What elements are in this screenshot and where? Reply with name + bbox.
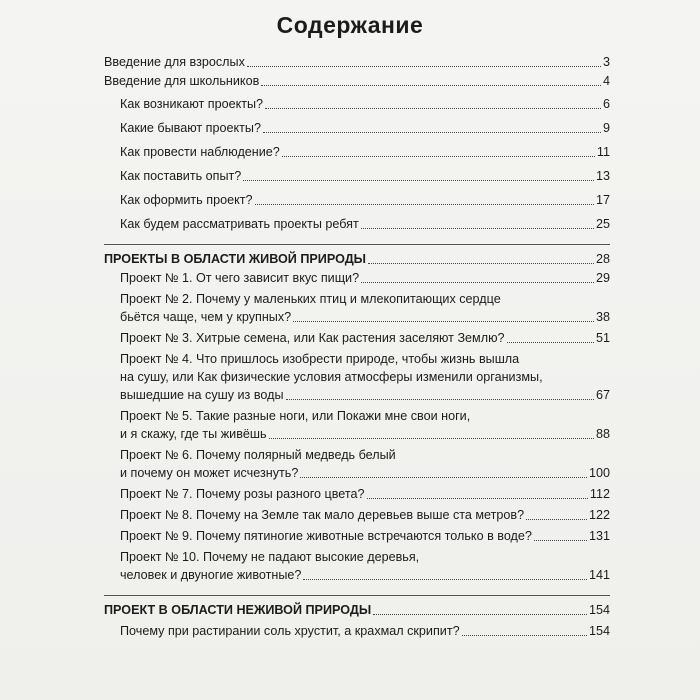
dot-leader <box>303 579 587 580</box>
dot-leader <box>261 85 601 86</box>
toc-entry-text: ПРОЕКТЫ В ОБЛАСТИ ЖИВОЙ ПРИРОДЫ <box>104 252 367 266</box>
toc-entry <box>104 466 610 481</box>
dot-leader <box>269 438 594 439</box>
toc-entry-text: Проект № 4. Что пришлось изобрести природе, чтобы жизнь вышла <box>120 352 520 366</box>
toc-entry-text: Введение для взрослых <box>104 55 245 69</box>
toc-entry-text: Проект № 3. Хитрые семена, или Как растения заселяют Землю? <box>120 331 505 345</box>
toc-entry-page: 25 <box>595 217 610 231</box>
page-title: Содержание <box>276 12 424 38</box>
toc-entry-page: 67 <box>595 388 610 402</box>
toc-entry-text: Проект № 10. Почему не падают высокие деревья, <box>120 550 420 564</box>
toc-entry <box>104 217 610 232</box>
toc-entry-text: Как провести наблюдение? <box>120 145 280 159</box>
toc-entry <box>104 55 610 70</box>
dot-leader <box>265 108 601 109</box>
dot-leader <box>293 321 594 322</box>
dot-leader <box>255 204 594 205</box>
toc-entry-page: 4 <box>602 74 610 88</box>
toc-entry-text: и я скажу, где ты живёшь <box>120 427 267 441</box>
toc-entry-page: 29 <box>595 271 610 285</box>
toc-entry-page: 13 <box>595 169 610 183</box>
toc-entry <box>104 193 610 208</box>
toc-section-heading <box>104 252 610 267</box>
dot-leader <box>243 180 594 181</box>
dot-leader <box>263 132 601 133</box>
toc-entry-text: Как будем рассматривать проекты ребят <box>120 217 359 231</box>
toc-entry-text: Введение для школьников <box>104 74 260 88</box>
toc-entry-text: человек и двуногие животные? <box>120 568 302 582</box>
dot-leader <box>373 614 587 615</box>
toc-entry-text: Как возникают проекты? <box>120 97 264 111</box>
toc-entry-page: 154 <box>588 603 610 617</box>
toc-entry-page: 51 <box>595 331 610 345</box>
toc-entry <box>104 568 610 583</box>
toc-entry-text: Проект № 6. Почему полярный медведь белый <box>120 448 396 462</box>
toc-entry <box>104 97 610 112</box>
toc-entry <box>104 508 610 523</box>
toc-entry <box>104 169 610 184</box>
toc-entry <box>104 271 610 286</box>
toc-entry-page: 112 <box>589 487 610 501</box>
dot-leader <box>300 477 587 478</box>
toc-section-heading <box>104 603 610 618</box>
dot-leader <box>507 342 594 343</box>
dot-leader <box>247 66 601 67</box>
toc-entry <box>104 331 610 346</box>
toc-entry-text: Проект № 7. Почему розы разного цвета? <box>120 487 365 501</box>
toc-entry <box>104 388 610 403</box>
toc-entry <box>104 310 610 325</box>
toc-entry-page: 17 <box>595 193 610 207</box>
toc-entry-page: 11 <box>596 145 610 159</box>
toc-entry-text: бьётся чаще, чем у крупных? <box>120 310 292 324</box>
toc-entry <box>104 624 610 639</box>
toc-entry <box>104 74 610 89</box>
dot-leader <box>361 228 594 229</box>
toc-entry-text: ПРОЕКТ В ОБЛАСТИ НЕЖИВОЙ ПРИРОДЫ <box>104 603 372 617</box>
toc-entry-page: 6 <box>602 97 610 111</box>
toc-entry-text: Как поставить опыт? <box>120 169 242 183</box>
toc-entry-text: Какие бывают проекты? <box>120 121 261 135</box>
toc-entry-text: Проект № 9. Почему пятиногие животные встречаются только в воде? <box>120 529 532 543</box>
toc-entry-page: 88 <box>595 427 610 441</box>
toc-entry <box>104 121 610 136</box>
dot-leader <box>282 156 595 157</box>
toc-entry-text: на сушу, или Как физические условия атмосферы изменили организмы, <box>120 370 543 384</box>
toc-entry-text: Проект № 5. Такие разные ноги, или Покажи мне свои ноги, <box>120 409 471 423</box>
toc-entry-text: вышедшие на сушу из воды <box>120 388 284 402</box>
toc-entry-text: и почему он может исчезнуть? <box>120 466 299 480</box>
toc-entry-page: 154 <box>588 624 610 638</box>
dot-leader <box>534 540 587 541</box>
toc-entry-text: Проект № 1. От чего зависит вкус пищи? <box>120 271 360 285</box>
toc-entry-page: 28 <box>595 252 610 266</box>
toc-entry <box>104 529 610 544</box>
dot-leader <box>361 282 594 283</box>
table-of-contents <box>104 52 610 639</box>
toc-entry-text: Проект № 2. Почему у маленьких птиц и млекопитающих сердце <box>120 292 501 306</box>
toc-entry <box>104 487 610 502</box>
dot-leader <box>462 635 587 636</box>
toc-entry-text: Проект № 8. Почему на Земле так мало деревьев выше ста метров? <box>120 508 525 522</box>
toc-entry-page: 131 <box>588 529 610 543</box>
toc-entry-text: Почему при растирании соль хрустит, а крахмал скрипит? <box>120 624 460 638</box>
dot-leader <box>286 399 594 400</box>
dot-leader <box>367 498 588 499</box>
dot-leader <box>368 263 594 264</box>
toc-entry <box>104 427 610 442</box>
toc-entry-text: Как оформить проект? <box>120 193 253 207</box>
toc-entry <box>104 145 610 160</box>
toc-entry-page: 100 <box>588 466 610 480</box>
toc-entry-page: 9 <box>602 121 610 135</box>
dot-leader <box>526 519 587 520</box>
toc-entry-page: 122 <box>588 508 610 522</box>
toc-entry-page: 3 <box>602 55 610 69</box>
toc-entry-page: 38 <box>595 310 610 324</box>
toc-entry-page: 141 <box>588 568 610 582</box>
